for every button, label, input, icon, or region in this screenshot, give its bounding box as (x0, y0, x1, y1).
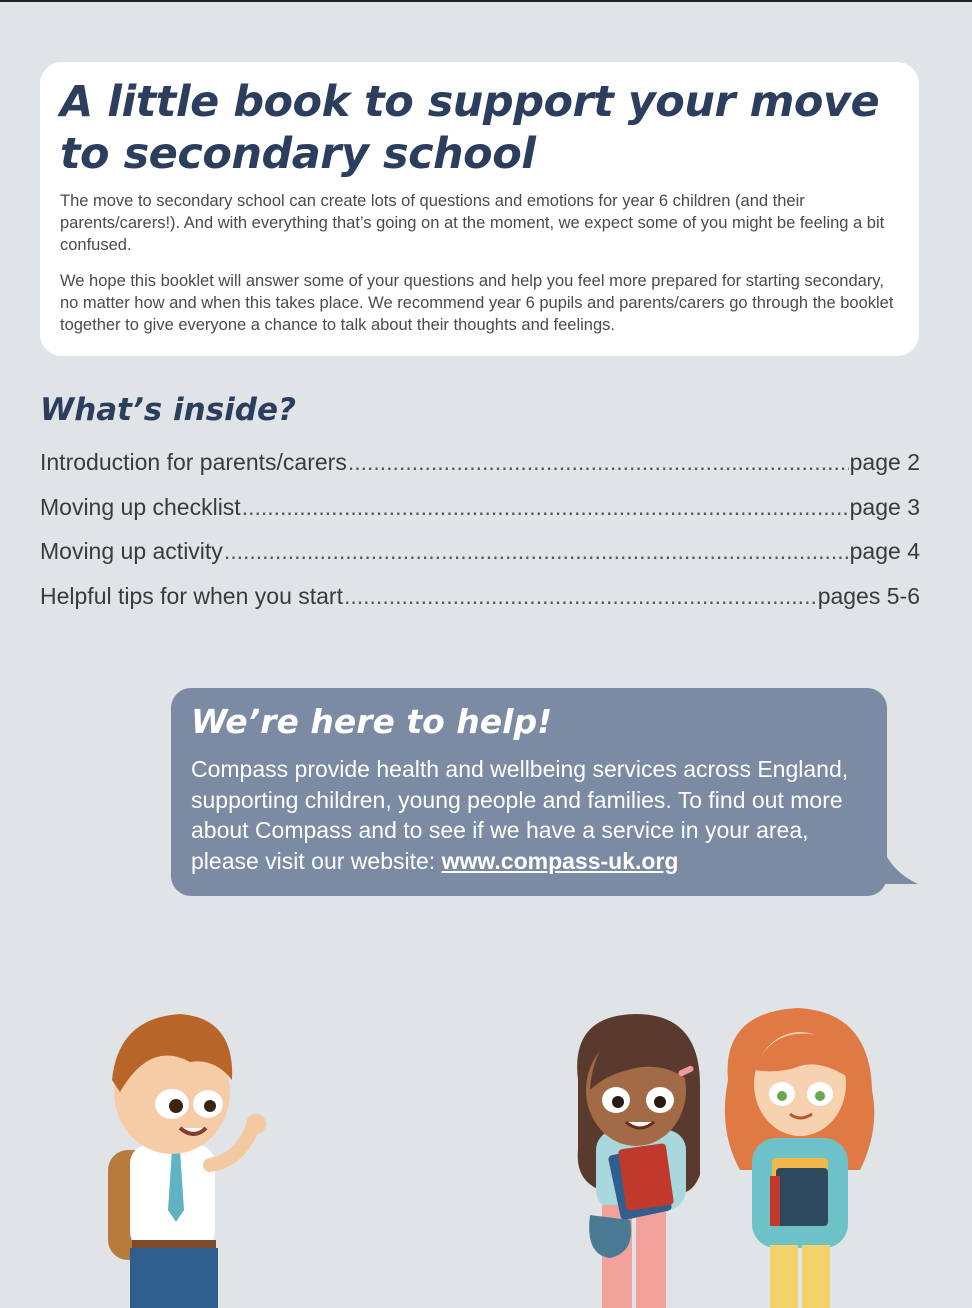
table-of-contents (40, 440, 920, 618)
top-border-line (0, 0, 972, 2)
toc-item-page: page 2 (849, 449, 920, 475)
toc-item-label: Moving up checklist (40, 493, 241, 520)
toc-leader-dots (344, 574, 817, 618)
toc-leader-dots (242, 485, 849, 529)
toc-item-label: Moving up activity (40, 538, 223, 564)
help-body-text: Compass provide health and wellbeing services across England, supporting children, young people and families. To find out more about Compass and to see if we have a service in your area, please visit our website: (191, 756, 849, 874)
page-title: A little book to support your move to secondary school (60, 77, 880, 179)
toc-item[interactable] (40, 529, 920, 574)
toc-item-label: Helpful tips for when you start (40, 582, 343, 609)
boy-with-backpack (108, 1014, 266, 1308)
intro-card (40, 62, 919, 356)
toc-item-page: page 3 (849, 493, 920, 520)
children-illustration (0, 1000, 972, 1308)
girl-with-red-hair (725, 1008, 874, 1308)
website-link[interactable]: www.compass-uk.org (441, 847, 679, 874)
toc-item-page: page 4 (849, 538, 920, 564)
toc-item[interactable] (40, 440, 920, 485)
toc-leader-dots (348, 440, 849, 484)
toc-item[interactable] (40, 574, 920, 619)
toc-heading: What’s inside? (40, 392, 296, 428)
toc-leader-dots (224, 529, 849, 573)
toc-item-label: Introduction for parents/carers (40, 449, 347, 475)
intro-paragraph-1: The move to secondary school can create lots of questions and emotions for year 6 children (and their parents/carers!). And with everything that’s going on at the moment, we expect some of you might be feeling a bit confused. (60, 192, 885, 254)
help-text (191, 754, 869, 876)
help-title: We’re here to help! (191, 702, 553, 741)
intro-paragraph-2: We hope this booklet will answer some of your questions and help you feel more prepared for starting secondary, no matter how and when this takes place. We recommend year 6 pupils and parents/carers go through the booklet together to give everyone a chance to talk about their thoughts and feelings. (60, 272, 894, 334)
toc-item-page: pages 5-6 (817, 582, 920, 609)
help-speech-bubble (171, 688, 887, 896)
toc-item[interactable] (40, 485, 920, 530)
girl-with-books (577, 1014, 700, 1308)
